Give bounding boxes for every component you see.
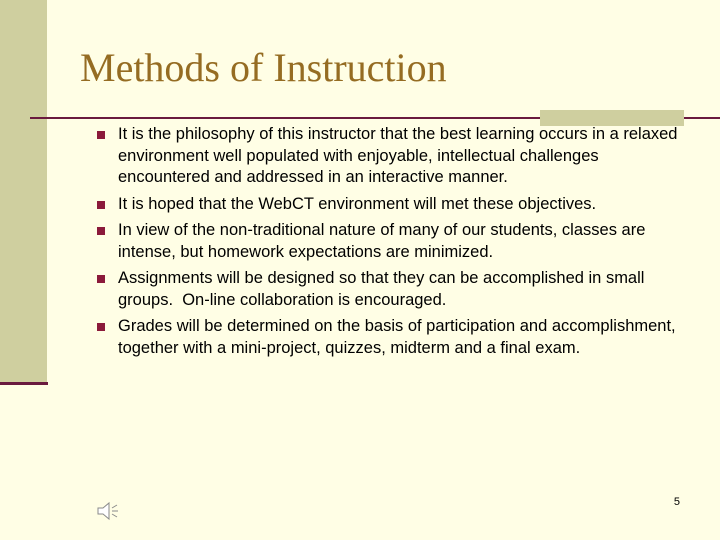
- bullet-text: It is hoped that the WebCT environment will met these objectives.: [118, 194, 597, 213]
- bullet-item: [97, 194, 687, 216]
- bullet-list: [97, 124, 687, 364]
- square-bullet-icon: [97, 323, 105, 331]
- bullet-text: In view of the non-traditional nature of many of our students, classes are intense, but homework expectations are minimized.: [118, 221, 646, 261]
- bullet-text: Assignments will be designed so that they can be accomplished in small groups. On-line collaboration is encouraged.: [118, 269, 650, 309]
- left-sidebar-bar: [0, 0, 47, 382]
- square-bullet-icon: [97, 131, 105, 139]
- square-bullet-icon: [97, 227, 105, 235]
- bullet-text: Grades will be determined on the basis of participation and accomplishment, together with a mini-project, quizzes, midterm and a final exam.: [118, 317, 676, 357]
- bullet-item: [97, 268, 687, 311]
- bullet-item: [97, 220, 687, 263]
- bullet-item: [97, 124, 687, 189]
- speaker-icon[interactable]: [96, 500, 122, 522]
- square-bullet-icon: [97, 275, 105, 283]
- bullet-item: [97, 316, 687, 359]
- bullet-text: It is the philosophy of this instructor that the best learning occurs in a relaxed environment well populated with enjoyable, intellectual challenges encountered and addressed in an interactive manner.: [118, 125, 678, 186]
- slide-title: Methods of Instruction: [80, 45, 447, 90]
- square-bullet-icon: [97, 201, 105, 209]
- left-sidebar-bar-underline: [0, 382, 48, 385]
- page-number: 5: [673, 496, 680, 508]
